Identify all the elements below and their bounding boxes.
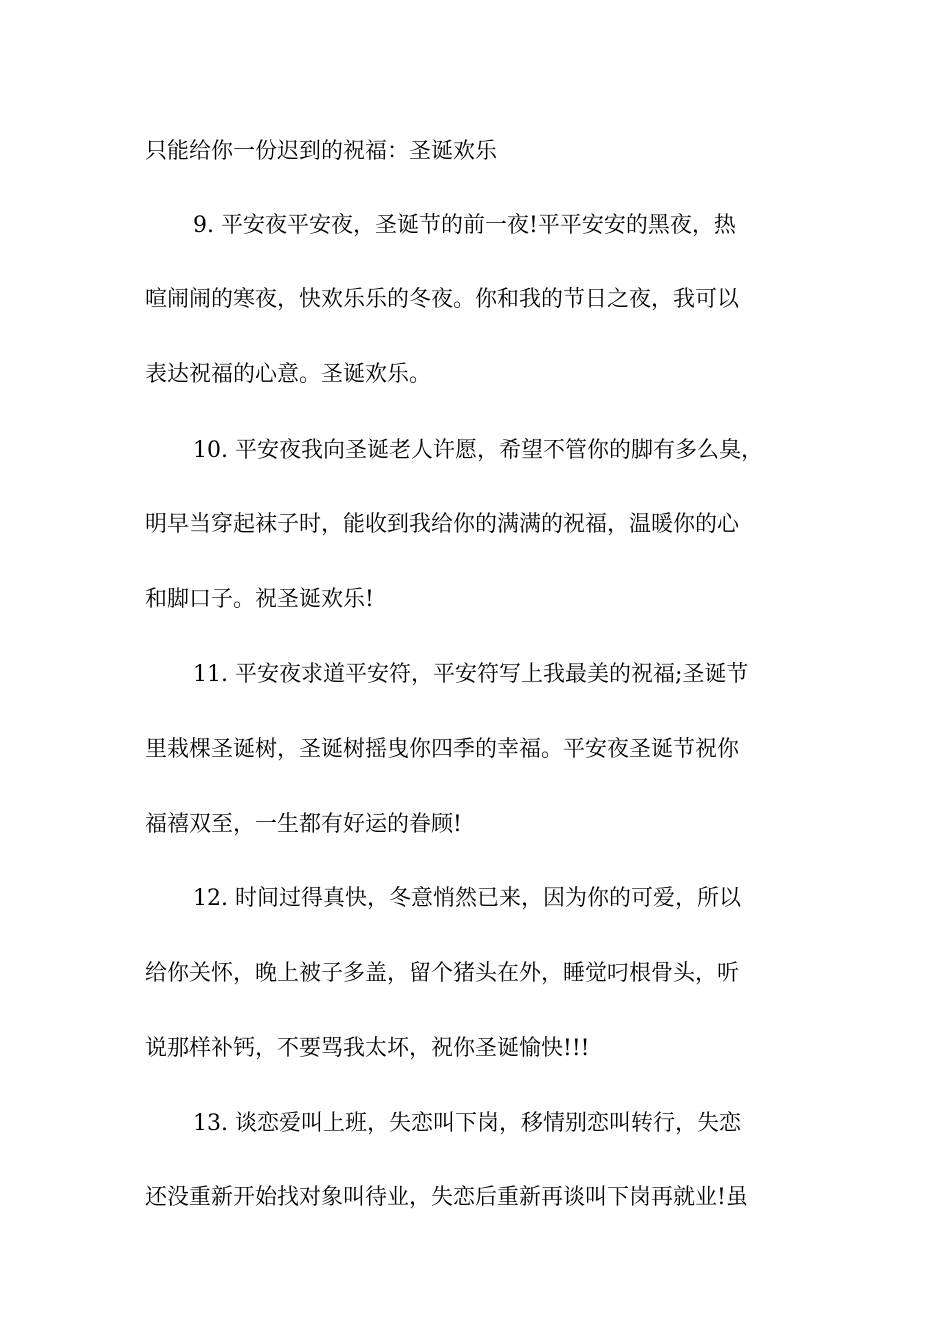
text-line: 说那样补钙，不要骂我太坏，祝你圣诞愉快!!!: [145, 1036, 590, 1061]
text-line-item-12: 12. 时间过得真快，冬意悄然已来，因为你的可爱，所以: [193, 886, 741, 911]
text-line-item-11: 11. 平安夜求道平安符，平安符写上我最美的祝福;圣诞节: [193, 662, 749, 687]
text-line: 表达祝福的心意。圣诞欢乐。: [145, 362, 432, 387]
text-line: 福禧双至，一生都有好运的眷顾!: [145, 812, 462, 837]
text-line: 喧闹闹的寒夜，快欢乐乐的冬夜。你和我的节日之夜，我可以: [145, 287, 740, 312]
text-line: 和脚口子。祝圣诞欢乐!: [145, 587, 374, 612]
text-line-item-9: 9. 平安夜平安夜，圣诞节的前一夜!平平安安的黑夜，热: [193, 213, 736, 238]
text-line: 还没重新开始找对象叫待业，失恋后重新再谈叫下岗再就业!虽: [145, 1185, 748, 1210]
text-line-item-13: 13. 谈恋爱叫上班，失恋叫下岗，移情别恋叫转行，失恋: [193, 1111, 741, 1136]
text-line: 里栽棵圣诞树，圣诞树摇曳你四季的幸福。平安夜圣诞节祝你: [145, 737, 740, 762]
text-line: 明早当穿起袜子时，能收到我给你的满满的祝福，温暖你的心: [145, 512, 740, 537]
text-line: 给你关怀，晚上被子多盖，留个猪头在外，睡觉叼根骨头，听: [145, 961, 740, 986]
text-line: 只能给你一份迟到的祝福：圣诞欢乐: [145, 139, 498, 164]
text-line-item-10: 10. 平安夜我向圣诞老人许愿，希望不管你的脚有多么臭，: [193, 438, 763, 463]
